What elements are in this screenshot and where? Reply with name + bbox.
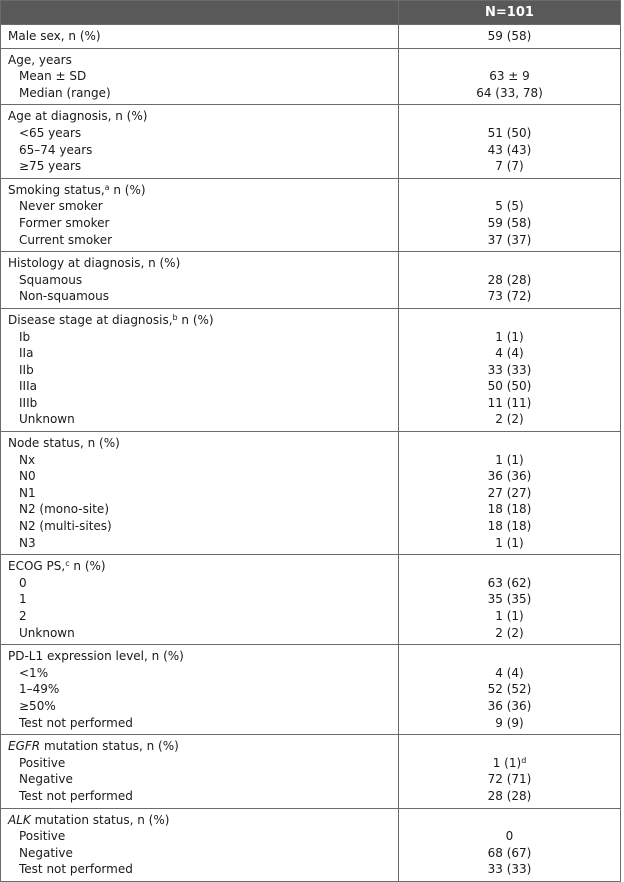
- table-row-egfr-mutation: [1, 735, 621, 808]
- sub-label: IIb: [19, 362, 34, 377]
- sub-label: Squamous: [19, 272, 83, 287]
- sub-label: IIa: [19, 346, 34, 361]
- table-row-age: [1, 48, 621, 105]
- sub-value: 2 (2): [495, 412, 524, 427]
- sub-value: 1 (1): [495, 535, 524, 550]
- sub-label: Unknown: [19, 412, 75, 427]
- sub-label: <1%: [19, 665, 49, 680]
- table-row-pdl1-expression: [1, 645, 621, 735]
- table-row-alk-mutation: [1, 808, 621, 881]
- table-row-smoking-status: [1, 178, 621, 251]
- header-label-cell: [1, 1, 399, 25]
- table-row-disease-stage: [1, 308, 621, 431]
- footnote-marker: c: [65, 559, 70, 569]
- sub-label: N2 (mono-site): [19, 502, 109, 517]
- sub-label: Positive: [19, 829, 66, 844]
- sub-label: Test not performed: [19, 715, 133, 730]
- section-label: Histology at diagnosis, n (%): [8, 256, 181, 271]
- section-label: Disease stage at diagnosis,$^b$ n (%): [8, 312, 214, 327]
- sub-label: IIIa: [19, 379, 37, 394]
- sub-label: Test not performed: [19, 788, 133, 803]
- section-label: Age at diagnosis, n (%): [8, 109, 148, 124]
- header-n-cell: N=101: [399, 1, 621, 25]
- footnote-marker: d: [521, 755, 527, 765]
- sub-value: 1 (1): [495, 609, 524, 623]
- sub-label: Negative: [19, 772, 73, 787]
- sub-value: 7 (7): [495, 159, 524, 174]
- sub-label: Never smoker: [19, 199, 103, 214]
- sub-value: 1 (1): [495, 452, 524, 467]
- gene-name: EGFR: [8, 739, 41, 754]
- sub-label: N2 (multi-sites): [19, 519, 112, 534]
- sub-value: 9 (9): [495, 715, 524, 730]
- sub-value: 5 (5): [495, 199, 524, 214]
- table-row-node-status: [1, 432, 621, 555]
- sub-label: Mean ± SD: [19, 69, 87, 84]
- section-label: EGFR mutation status, n (%): [8, 739, 179, 754]
- sub-label: Negative: [19, 845, 73, 860]
- sub-value: 64 (33, 78): [476, 85, 543, 100]
- sub-label: 1–49%: [19, 682, 60, 697]
- sub-label: <65 years: [19, 125, 82, 140]
- sub-value: 27 (27): [487, 485, 532, 500]
- sub-label: Nx: [19, 452, 36, 467]
- sub-label: 65–74 years: [19, 142, 93, 157]
- table-row-age-at-diagnosis: [1, 105, 621, 178]
- sub-label: 0: [19, 575, 27, 590]
- sub-value: 11 (11): [487, 395, 532, 410]
- sub-value: 52 (52): [487, 682, 532, 697]
- sub-value: 28 (28): [487, 788, 532, 803]
- section-label: ECOG PS,$^c$ n (%): [8, 559, 106, 574]
- sub-value: 35 (35): [487, 592, 532, 607]
- row-value: 59 (58): [487, 29, 532, 43]
- row-label: Male sex, n (%): [8, 29, 101, 43]
- sub-label: ≥50%: [19, 698, 56, 713]
- sub-value: 18 (18): [487, 502, 532, 517]
- section-label: PD-L1 expression level, n (%): [8, 649, 184, 664]
- sub-label: 2: [19, 609, 27, 623]
- sub-label: Test not performed: [19, 862, 133, 877]
- sub-label: Current smoker: [19, 232, 113, 247]
- sub-label: Former smoker: [19, 215, 110, 230]
- sub-label: Positive: [19, 755, 66, 770]
- sub-value: 1 $(1)^d$: [492, 755, 527, 770]
- footnote-marker: b: [172, 312, 178, 322]
- sub-label: ≥75 years: [19, 159, 82, 174]
- sub-value: 73 (72): [487, 289, 532, 304]
- sub-label: IIIb: [19, 395, 38, 410]
- sub-value: 28 (28): [487, 272, 532, 287]
- sub-value: 68 (67): [487, 845, 532, 860]
- sub-label: N3: [19, 535, 36, 550]
- sub-value: 36 (36): [487, 698, 532, 713]
- sub-label: Median (range): [19, 85, 111, 100]
- sub-label: N0: [19, 469, 36, 484]
- sub-value: 4 (4): [495, 665, 524, 680]
- sub-value: 36 (36): [487, 469, 532, 484]
- sub-value: 50 (50): [487, 379, 532, 394]
- sub-value: 1 (1): [495, 329, 524, 344]
- sub-value: 59 (58): [487, 215, 532, 230]
- sub-value: 37 (37): [487, 232, 532, 247]
- sub-value: 2 (2): [495, 625, 524, 640]
- footnote-marker: a: [104, 182, 110, 192]
- sub-value: 4 (4): [495, 346, 524, 361]
- sub-label: Ib: [19, 329, 31, 344]
- sub-value: 51 (50): [487, 125, 532, 140]
- table-row-histology: [1, 252, 621, 309]
- sub-label: 1: [19, 592, 27, 607]
- sub-label: N1: [19, 485, 36, 500]
- sub-value: 63 (62): [487, 575, 532, 590]
- sub-value: 18 (18): [487, 519, 532, 534]
- gene-name: ALK: [8, 812, 31, 827]
- sub-value: 43 (43): [487, 142, 532, 157]
- sub-value: 0: [505, 829, 514, 844]
- sub-value: 63 ± 9: [489, 69, 530, 84]
- sub-value: 72 (71): [487, 772, 532, 787]
- section-label: Smoking status,$^a$ n (%): [8, 182, 146, 197]
- sub-value: 33 (33): [487, 362, 532, 377]
- section-label: Node status, n (%): [8, 436, 120, 451]
- table-header-row: [1, 1, 621, 25]
- table-row-ecog-ps: [1, 555, 621, 645]
- sub-label: Non-squamous: [19, 289, 109, 304]
- section-label: Age, years: [8, 52, 72, 67]
- section-label: ALK mutation status, n (%): [8, 812, 170, 827]
- sub-label: Unknown: [19, 625, 75, 640]
- table-row-male-sex: [1, 25, 621, 49]
- sub-value: 33 (33): [487, 862, 532, 877]
